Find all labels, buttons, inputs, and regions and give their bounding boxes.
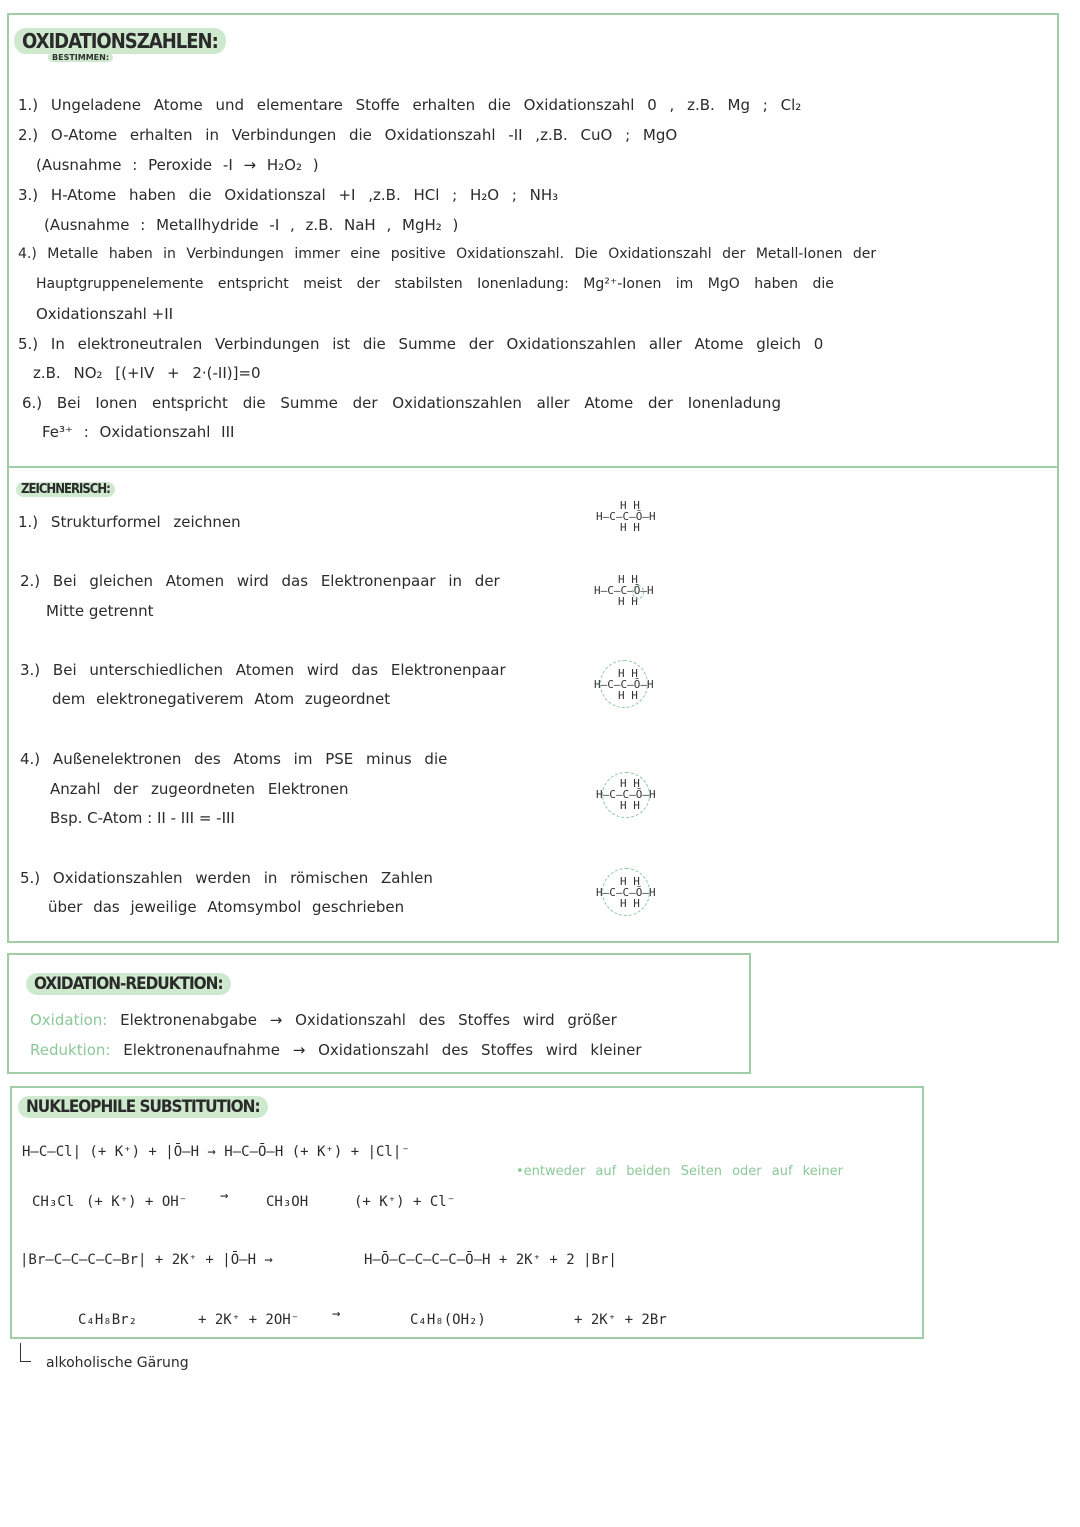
electron-pair-mark-2 [600,660,648,708]
oxidation-numbers-title: OXIDATIONSZAHLEN: [14,28,226,54]
rule-5-example: z.B. NO₂ [(+IV + 2·(-II)]=0 [33,364,261,382]
rule-2-exception: (Ausnahme : Peroxide -I → H₂O₂ ) [36,156,319,174]
draw-step-3-line2: dem elektronegativerem Atom zugeordnet [52,690,391,708]
eq2-plus: + 2K⁺ + 2OH⁻ [198,1312,300,1328]
draw-step-1: 1.) Strukturformel zeichnen [18,513,241,531]
ethanol-formula-1: H H H–C–C–Ō–H H H [596,499,656,534]
ethanol-formula-4: H H H–C–C–Ō–H H H [596,777,656,812]
reduction-label: Reduktion: [30,1041,111,1059]
rule-2: 2.) O-Atome erhalten in Verbindungen die Oxidationszahl -II ,z.B. CuO ; MgO [18,126,678,144]
rule-6-example: Fe³⁺ : Oxidationszahl III [42,423,235,441]
draw-step-5-line2: über das jeweilige Atomsymbol geschrieben [48,898,405,916]
ethanol-formula-5: H H H–C–C–Ō–H H H [596,875,656,910]
substitution-title: NUKLEOPHILE SUBSTITUTION: [18,1096,268,1118]
eq2-structural-left: |Br–C–C–C–C–Br| + 2K⁺ + |Ō–H → [20,1252,273,1268]
eq1-left: CH₃Cl [32,1194,75,1210]
reduction-text: Elektronenaufnahme → Oxidationszahl des Stoffes wird kleiner [123,1041,642,1059]
electron-pair-mark [632,585,644,599]
oxidation-label: Oxidation: [30,1011,108,1029]
draw-step-4-line3: Bsp. C-Atom : II - III = -III [50,809,235,827]
electron-pair-mark-3 [602,772,650,818]
rule-3: 3.) H-Atome haben die Oxidationszal +I ,z.B. HCl ; H₂O ; NH₃ [18,186,559,204]
substitution-note: •entweder auf beiden Seiten oder auf keiner [516,1164,843,1179]
rule-6: 6.) Bei Ionen entspricht die Summe der Oxidationszahlen aller Atome der Ionenladung [22,394,781,412]
ethanol-formula-3: H H H–C–C–Ō–H H H [594,667,654,702]
eq1-right-plus: (+ K⁺) + Cl⁻ [354,1194,456,1210]
draw-step-2: 2.) Bei gleichen Atomen wird das Elektronenpaar in der [20,572,500,590]
draw-step-5: 5.) Oxidationszahlen werden in römischen Zahlen [20,869,433,887]
eq2-arrow: → [332,1306,341,1322]
draw-step-4: 4.) Außenelektronen des Atoms im PSE minus die [20,750,448,768]
footnote-arrow-icon [20,1343,31,1362]
eq1-arrow: → [220,1188,229,1204]
substitution-section [10,1086,924,1339]
eq1-right: CH₃OH [266,1194,309,1210]
rule-4-line3: Oxidationszahl +II [36,305,174,323]
eq1-structural: H–C–Cl| (+ K⁺) + |Ō–H → H–C–Ō–H (+ K⁺) + |Cl|⁻ [22,1144,410,1160]
footnote: alkoholische Gärung [46,1355,189,1371]
eq2-structural-right: H–Ō–C–C–C–C–Ō–H + 2K⁺ + 2 |Br| [364,1252,617,1268]
rule-5: 5.) In elektroneutralen Verbindungen ist die Summe der Oxidationszahlen aller Atome gleich 0 [18,335,824,353]
reduction-line [30,1041,642,1059]
rule-4-line2: Hauptgruppenelemente entspricht meist der stabilsten Ionenladung: Mg²⁺-Ionen im MgO haben die [36,276,834,292]
draw-step-4-line2: Anzahl der zugeordneten Elektronen [50,780,349,798]
rule-4: 4.) Metalle haben in Verbindungen immer eine positive Oxidationszahl. Die Oxidationszahl der Metall-Ionen der [18,246,877,262]
draw-step-2-line2: Mitte getrennt [46,602,154,620]
ethanol-formula-2: H H H–C–C–Ō–H H H [594,573,654,608]
eq2-left: C₄H₈Br₂ [78,1312,138,1328]
draw-step-3: 3.) Bei unterschiedlichen Atomen wird das Elektronenpaar [20,661,506,679]
electron-pair-mark-4 [602,868,650,916]
oxidation-text: Elektronenabgabe → Oxidationszahl des Stoffes wird größer [120,1011,617,1029]
drawing-title: ZEICHNERISCH: [16,482,115,497]
oxidation-numbers-subtitle: BESTIMMEN: [48,53,113,62]
redox-title: OXIDATION-REDUKTION: [26,973,231,995]
eq2-right-plus: + 2K⁺ + 2Br [574,1312,667,1328]
rule-3-exception: (Ausnahme : Metallhydride -I , z.B. NaH , MgH₂ ) [44,216,459,234]
eq1-plus: (+ K⁺) + OH⁻ [86,1194,188,1210]
oxidation-line [30,1011,617,1029]
rule-1: 1.) Ungeladene Atome und elementare Stoffe erhalten die Oxidationszahl 0 , z.B. Mg ; Cl₂ [18,96,802,114]
eq2-right: C₄H₈(OH₂) [410,1312,486,1328]
